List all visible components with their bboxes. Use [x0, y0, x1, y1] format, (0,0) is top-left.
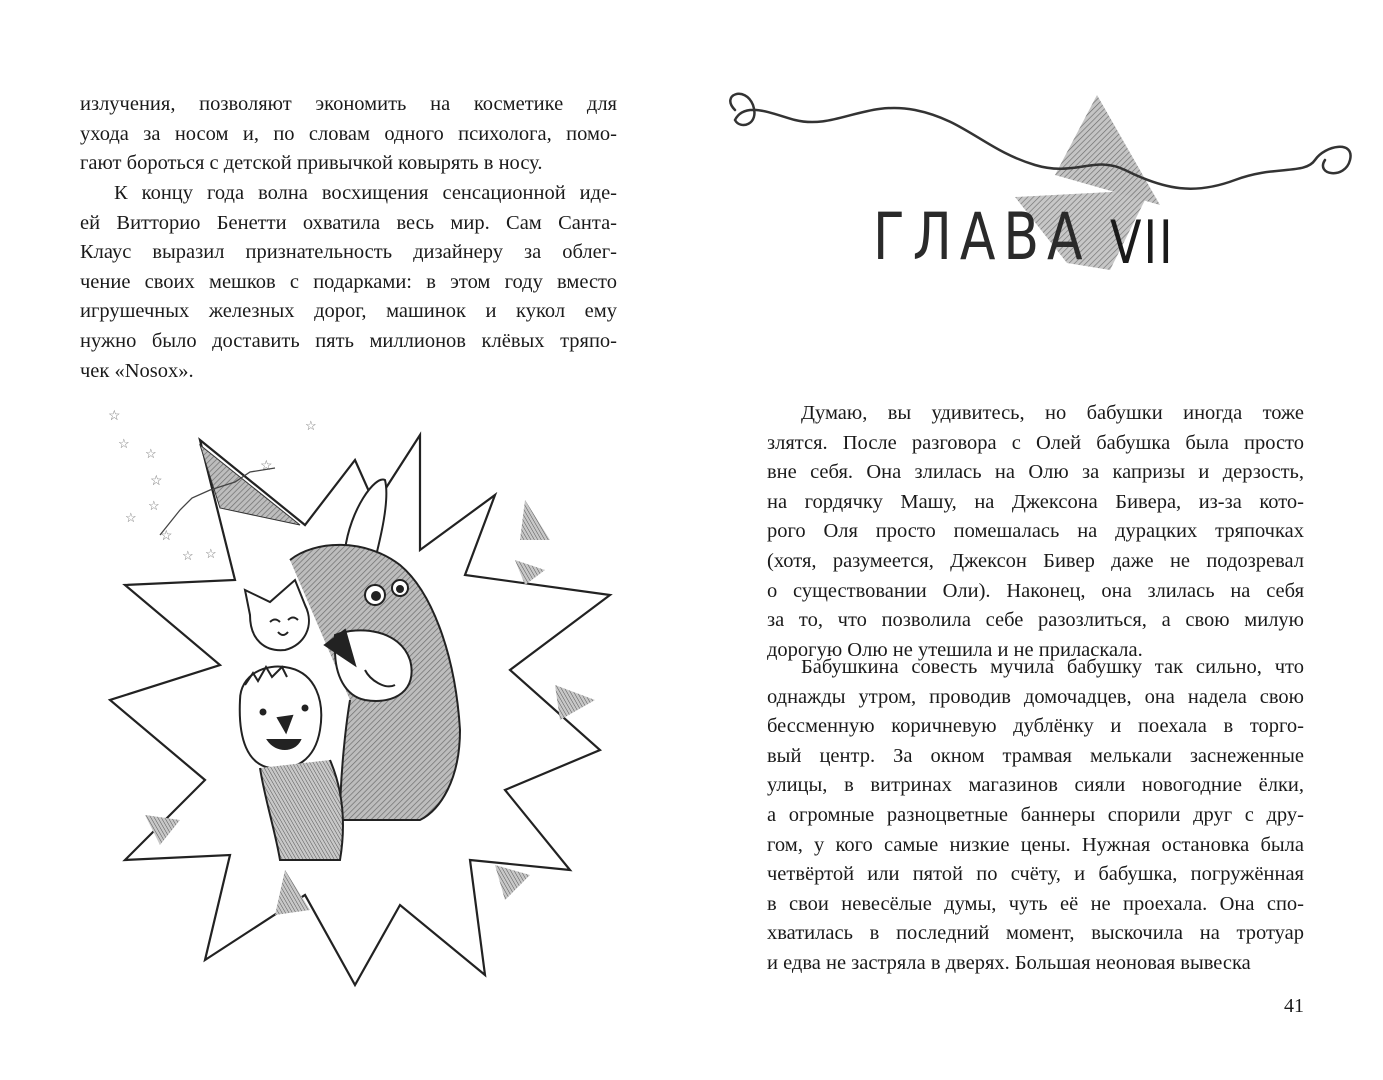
- ribbon-triangle: [1055, 95, 1160, 205]
- text-line: о существовании Оли). Наконец, она злилась на себя: [767, 579, 1304, 602]
- text-line: (хотя, разумеется, Джексон Бивер даже не подозревал: [767, 549, 1304, 572]
- shaded-triangle-top: [200, 445, 300, 525]
- shaded-triangle-right-2: [555, 685, 595, 720]
- text-line: четвёртой или пятой по счёту, и бабушка, погружённая: [767, 863, 1304, 886]
- left-paragraph-2: [80, 179, 617, 386]
- svg-text:☆: ☆: [125, 510, 137, 525]
- page-number: 41: [1284, 995, 1304, 1017]
- shaded-triangle-top-right: [515, 560, 545, 585]
- text-line: Бабушкина совесть мучила бабушку так сильно, что: [801, 656, 1304, 678]
- svg-text:☆: ☆: [150, 474, 163, 489]
- right-page: [690, 0, 1383, 1080]
- svg-text:☆: ☆: [145, 446, 157, 461]
- text-line: Думаю, вы удивитесь, но бабушки иногда тоже: [801, 402, 1304, 424]
- ribbon-line: [730, 94, 1350, 189]
- text-line: в свои невесёлые думы, чуть её не проехала. Она спо-: [767, 892, 1304, 915]
- text-line: вый центр. За окном трамвая мелькали заснеженные: [767, 744, 1304, 767]
- left-page: [0, 0, 690, 1080]
- svg-text:☆: ☆: [260, 459, 273, 474]
- text-line: К концу года волна восхищения сенсационной иде-: [114, 182, 617, 204]
- text-line: игрушечных железных дорог, машинок и кукол ему: [80, 300, 617, 323]
- text-line: хватилась в последний момент, выскочила на тротуар: [767, 922, 1304, 945]
- svg-text:☆: ☆: [182, 548, 194, 563]
- svg-text:☆: ☆: [205, 546, 217, 561]
- text-line: нужно было доставить пять миллионов клёвых тряпо-: [80, 329, 617, 352]
- text-line: ей Витторио Бенетти охватила весь мир. Сам Санта-: [80, 211, 617, 234]
- text-line: чение своих мешков с подарками: в этом году вместо: [80, 270, 617, 293]
- shaded-triangle-bottom-right: [495, 865, 530, 900]
- text-line: гом, у кого самые низкие цены. Нужная остановка была: [767, 833, 1304, 856]
- text-line: за то, что позволила себе разозлиться, а свою милую: [767, 609, 1304, 632]
- shaded-triangle-right: [520, 500, 550, 540]
- starburst-illustration: [100, 400, 630, 990]
- chapter-label: ГЛАВА: [873, 200, 1091, 275]
- chapter-number: VII: [1110, 207, 1175, 278]
- text-line: злятся. После разговора с Олей бабушка была просто: [767, 431, 1304, 454]
- svg-text:☆: ☆: [160, 529, 173, 544]
- text-line: ухода за носом и, по словам одного психолога, помо-: [80, 122, 617, 145]
- text-line: Клаус выразил признательность дизайнеру за облег-: [80, 241, 617, 264]
- text-line: а огромные разноцветные баннеры спорили друг с дру-: [767, 803, 1304, 826]
- svg-text:☆: ☆: [148, 498, 160, 513]
- svg-text:☆: ☆: [118, 436, 130, 451]
- text-line: бессменную коричневую дублёнку и поехала в торго-: [767, 715, 1304, 738]
- text-line: улицы, в витринах магазинов сияли новогодние ёлки,: [767, 774, 1304, 797]
- text-line: дорогую Олю не утешила и не приласкала.: [767, 638, 1143, 661]
- text-line: вне себя. Она злилась на Олю за капризы и дерзость,: [767, 461, 1304, 484]
- svg-text:☆: ☆: [305, 418, 317, 433]
- chapter-heading: [715, 85, 1365, 305]
- svg-text:☆: ☆: [108, 409, 121, 424]
- left-paragraph-1: [80, 90, 617, 179]
- text-line: однажды утром, проводив домочадцев, она надела свою: [767, 685, 1304, 708]
- text-line: на гордячку Машу, на Джексона Бивера, из-за кото-: [767, 490, 1304, 513]
- text-line: рого Оля просто помешалась на дурацких тряпочках: [767, 520, 1304, 543]
- text-line: чек «Nosox».: [80, 359, 194, 382]
- text-line: и едва не застряла в дверях. Большая неоновая вывеска: [767, 951, 1251, 974]
- text-line: гают бороться с детской привычкой ковырять в носу.: [80, 152, 543, 175]
- right-paragraph-1: [767, 399, 1304, 665]
- right-paragraph-2: [767, 653, 1304, 979]
- text-line: излучения, позволяют экономить на косметике для: [80, 93, 617, 115]
